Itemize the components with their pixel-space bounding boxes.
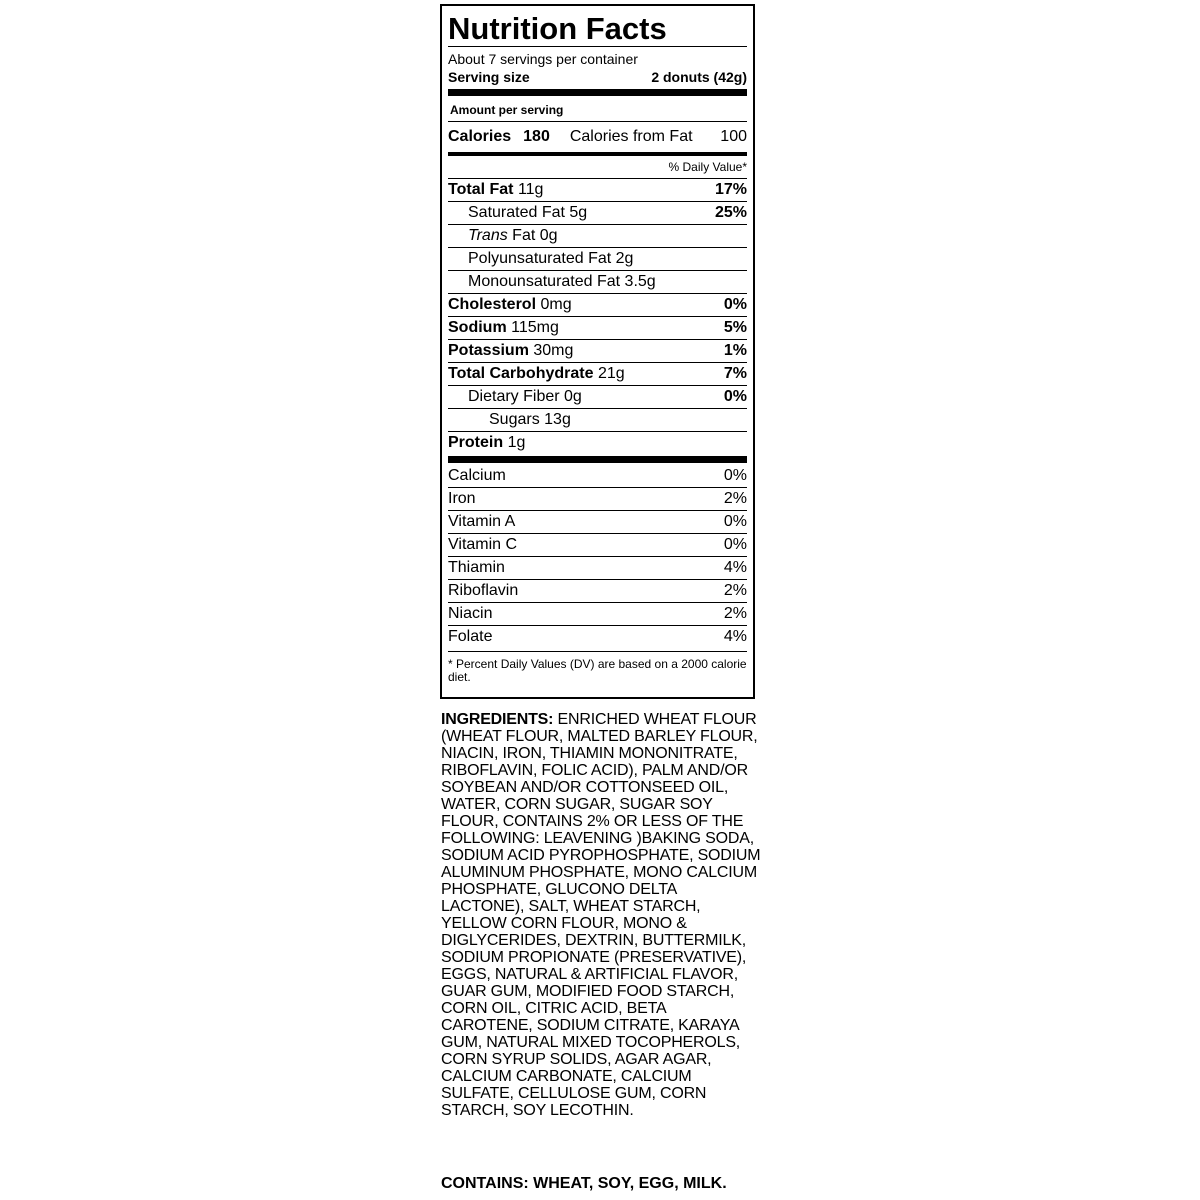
thick-divider	[448, 89, 747, 96]
nutrient-name: Fat 0g	[512, 227, 558, 244]
vitamin-row	[448, 602, 747, 625]
nutrient-name: Cholesterol	[448, 296, 537, 313]
nutrient-name: Polyunsaturated Fat 2g	[468, 250, 634, 267]
nutrient-dv: 0%	[723, 388, 747, 405]
vitamin-dv: 4%	[723, 628, 747, 645]
vitamin-name: Thiamin	[448, 559, 505, 576]
calories-value: 180	[523, 128, 550, 145]
nutrient-name: Protein	[448, 434, 504, 451]
vitamin-name: Folate	[448, 628, 493, 645]
nutrient-name: Saturated Fat 5g	[468, 204, 588, 221]
nutrient-name-italic: Trans	[468, 227, 508, 244]
calories-from-fat-label: Calories from Fat	[569, 128, 693, 145]
vitamin-list	[448, 463, 747, 648]
nutrient-amount: 1g	[507, 434, 526, 451]
vitamin-row	[448, 556, 747, 579]
nutrient-name: Monounsaturated Fat 3.5g	[468, 273, 656, 290]
nutrient-dv: 7%	[723, 365, 747, 382]
nutrient-dv: 1%	[723, 342, 747, 359]
vitamin-name: Calcium	[448, 467, 506, 484]
vitamin-row	[448, 579, 747, 602]
vitamin-dv: 4%	[723, 559, 747, 576]
nutrient-list	[448, 179, 747, 454]
nutrient-amount: 11g	[517, 181, 544, 198]
vitamin-name: Riboflavin	[448, 582, 519, 599]
thick-divider	[448, 456, 747, 463]
nutrient-row-saturated-fat	[448, 201, 747, 224]
nutrient-name: Sugars 13g	[489, 411, 571, 428]
nutrient-row-polyunsaturated-fat	[448, 247, 747, 270]
vitamin-name: Niacin	[448, 605, 493, 622]
nutrient-row-sugars	[448, 408, 747, 431]
nutrient-dv: 0%	[723, 296, 747, 313]
nutrition-facts-panel	[440, 4, 755, 699]
vitamin-dv: 0%	[723, 467, 747, 484]
vitamin-row	[448, 510, 747, 533]
vitamin-row	[448, 465, 747, 487]
servings-per-container: About 7 servings per container	[448, 51, 638, 67]
nutrient-dv: 25%	[714, 204, 747, 221]
nutrient-name: Potassium	[448, 342, 529, 359]
nutrient-amount: 0mg	[540, 296, 572, 313]
allergen-statement: CONTAINS: WHEAT, SOY, EGG, MILK.	[441, 1175, 727, 1192]
nutrient-name: Total Fat	[448, 181, 514, 198]
daily-value-header: % Daily Value*	[668, 160, 747, 174]
serving-size-value: 2 donuts (42g)	[651, 69, 747, 85]
nutrient-dv: 17%	[714, 181, 747, 198]
nutrient-row-trans-fat	[448, 224, 747, 247]
nutrient-dv: 5%	[723, 319, 747, 336]
vitamin-dv: 0%	[723, 536, 747, 553]
vitamin-dv: 0%	[723, 513, 747, 530]
vitamin-name: Vitamin A	[448, 513, 516, 530]
vitamin-row	[448, 625, 747, 648]
vitamin-row	[448, 533, 747, 556]
vitamin-row	[448, 487, 747, 510]
nutrient-name: Dietary Fiber 0g	[468, 388, 582, 405]
divider	[448, 46, 747, 47]
vitamin-name: Vitamin C	[448, 536, 518, 553]
daily-value-footnote: * Percent Daily Values (DV) are based on a 2000 calorie diet.	[448, 651, 747, 684]
nutrient-row-potassium	[448, 339, 747, 362]
nutrient-name: Total Carbohydrate	[448, 365, 594, 382]
nutrient-row-total-fat	[448, 179, 747, 201]
amount-per-serving: Amount per serving	[450, 103, 564, 117]
serving-size-row	[448, 68, 747, 89]
ingredients-label: INGREDIENTS:	[441, 711, 554, 728]
nutrient-row-cholesterol	[448, 293, 747, 316]
calories-from-fat-value: 100	[720, 128, 747, 145]
nutrient-amount: 115mg	[511, 319, 559, 336]
ingredients-text: ENRICHED WHEAT FLOUR (WHEAT FLOUR, MALTED BARLEY FLOUR, NIACIN, IRON, THIAMIN MONONITRATE, RIBOFLAVIN, FOLIC ACID), PALM AND/OR SOYBEAN AND/OR COTTONSEED OIL, WATER, CORN SUGAR, SUGAR SOY FLOUR, CONTAINS 2% OR LESS OF THE FOLLOWING: LEAVENING )BAKING SODA, SODIUM ACID PYROPHOSPHATE, SODIUM ALUMINUM PHOSPHATE, MONO CALCIUM PHOSPHATE, GLUCONO DELTA LACTONE), SALT, WHEAT STARCH, YELLOW CORN FLOUR, MONO & DIGLYCERIDES, DEXTRIN, BUTTERMILK, SODIUM PROPIONATE (PRESERVATIVE), EGGS, NATURAL & ARTIFICIAL FLAVOR, GUAR GUM, MODIFIED FOOD STARCH, CORN OIL, CITRIC ACID, BETA CAROTENE, SODIUM CITRATE, KARAYA GUM, NATURAL MIXED TOCOPHEROLS, CORN SYRUP SOLIDS, AGAR AGAR, CALCIUM CARBONATE, CALCIUM SULFATE, CELLULOSE GUM, CORN STARCH, SOY LECOTHIN.	[441, 711, 761, 1119]
vitamin-dv: 2%	[723, 490, 747, 507]
nutrient-row-monounsaturated-fat	[448, 270, 747, 293]
ingredients-block	[441, 711, 761, 1119]
nutrient-row-protein	[448, 431, 747, 454]
calories-label: Calories	[448, 128, 512, 145]
nutrient-row-dietary-fiber	[448, 385, 747, 408]
nutrient-amount: 21g	[597, 365, 625, 382]
nutrient-amount: 30mg	[533, 342, 574, 359]
serving-size-label: Serving size	[448, 69, 530, 85]
vitamin-dv: 2%	[723, 605, 747, 622]
panel-title: Nutrition Facts	[448, 11, 667, 46]
nutrient-row-total-carbohydrate	[448, 362, 747, 385]
nutrient-name: Sodium	[448, 319, 507, 336]
nutrient-row-sodium	[448, 316, 747, 339]
calories-row	[448, 122, 747, 152]
vitamin-name: Iron	[448, 490, 476, 507]
vitamin-dv: 2%	[723, 582, 747, 599]
